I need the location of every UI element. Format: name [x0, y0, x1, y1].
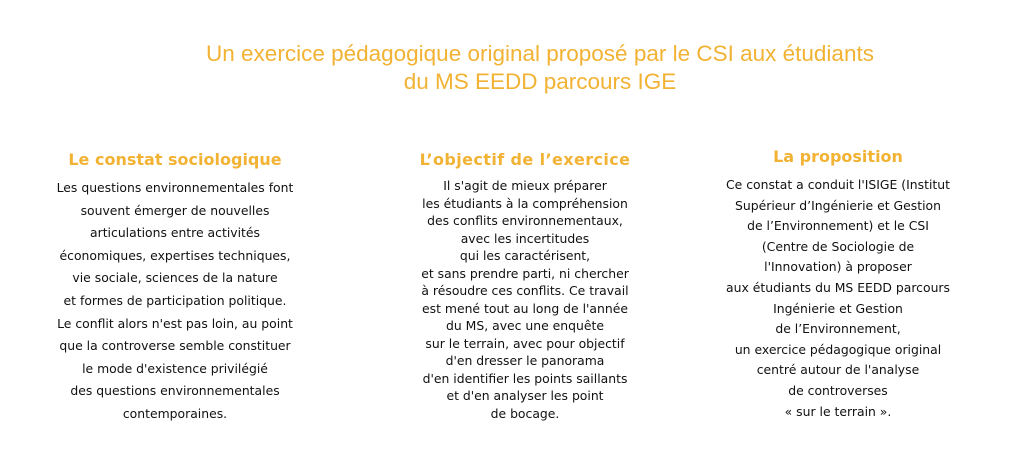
body-line: Le conflit alors n'est pas loin, au point — [57, 315, 293, 331]
body-line: un exercice pédagogique original — [734, 341, 942, 357]
body-line: sur le terrain, avec pour objectif — [425, 335, 625, 351]
body-line: Ce constat a conduit l'ISIGE (Institut — [726, 177, 950, 192]
body-line: de l’Environnement, — [775, 321, 901, 337]
page-title-line-1: Un exercice pédagogique original proposé par le CSI aux étudiants — [206, 41, 874, 66]
body-line: contemporaines. — [122, 405, 228, 421]
body-line: (Centre de Sociologie de — [761, 238, 915, 254]
page-title-line-2: du MS EEDD parcours IGE — [403, 69, 677, 94]
body-line: qui les caractérisent, — [459, 248, 591, 263]
body-line: de controverses — [788, 382, 888, 398]
body-line: centré autour de l'analyse — [756, 362, 920, 378]
body-line: les étudiants à la compréhension — [422, 195, 628, 211]
body-line: économiques, expertises techniques, — [59, 247, 291, 263]
body-line: de bocage. — [490, 405, 560, 421]
column-heading: Le constat sociologique — [68, 150, 282, 169]
body-line: « sur le terrain ». — [784, 403, 892, 419]
page-title — [110, 40, 970, 96]
body-line: de l’Environnement) et le CSI — [747, 218, 929, 234]
body-line: l'Innovation) à proposer — [764, 259, 912, 275]
body-line: d'en identifier les points saillants — [422, 370, 628, 386]
column-heading: L’objectif de l’exercice — [419, 150, 631, 169]
body-line: souvent émerger de nouvelles — [80, 202, 270, 218]
body-line: articulations entre activités — [90, 225, 260, 241]
body-line: et sans prendre parti, ni chercher — [421, 265, 629, 281]
column-heading: La proposition — [773, 147, 903, 166]
body-line: des conflits environnementaux, — [427, 213, 623, 228]
body-line: et formes de participation politique. — [63, 292, 287, 308]
body-line: est mené tout au long de l'année — [422, 300, 628, 316]
body-line: Il s'agit de mieux préparer — [443, 178, 607, 193]
body-line: du MS, avec une enquête — [446, 318, 604, 333]
body-line: que la controverse semble constituer — [59, 338, 291, 354]
body-line: Supérieur d’Ingénierie et Gestion — [735, 197, 941, 213]
body-line: et d'en analyser les point — [446, 388, 604, 403]
column-body — [698, 175, 978, 422]
body-line: avec les incertitudes — [460, 230, 590, 246]
column-body — [380, 177, 670, 422]
body-line: aux étudiants du MS EEDD parcours — [726, 279, 950, 295]
body-line: le mode d'existence privilégié — [82, 360, 268, 376]
body-line: des questions environnementales — [70, 383, 280, 399]
body-line: d'en dresser le panorama — [445, 353, 605, 368]
body-line: vie sociale, sciences de la nature — [72, 270, 278, 286]
body-line: Les questions environnementales font — [56, 180, 294, 195]
body-line: à résoudre ces conflits. Ce travail — [421, 283, 629, 298]
column-body — [30, 177, 320, 426]
body-line: Ingénierie et Gestion — [773, 300, 903, 316]
